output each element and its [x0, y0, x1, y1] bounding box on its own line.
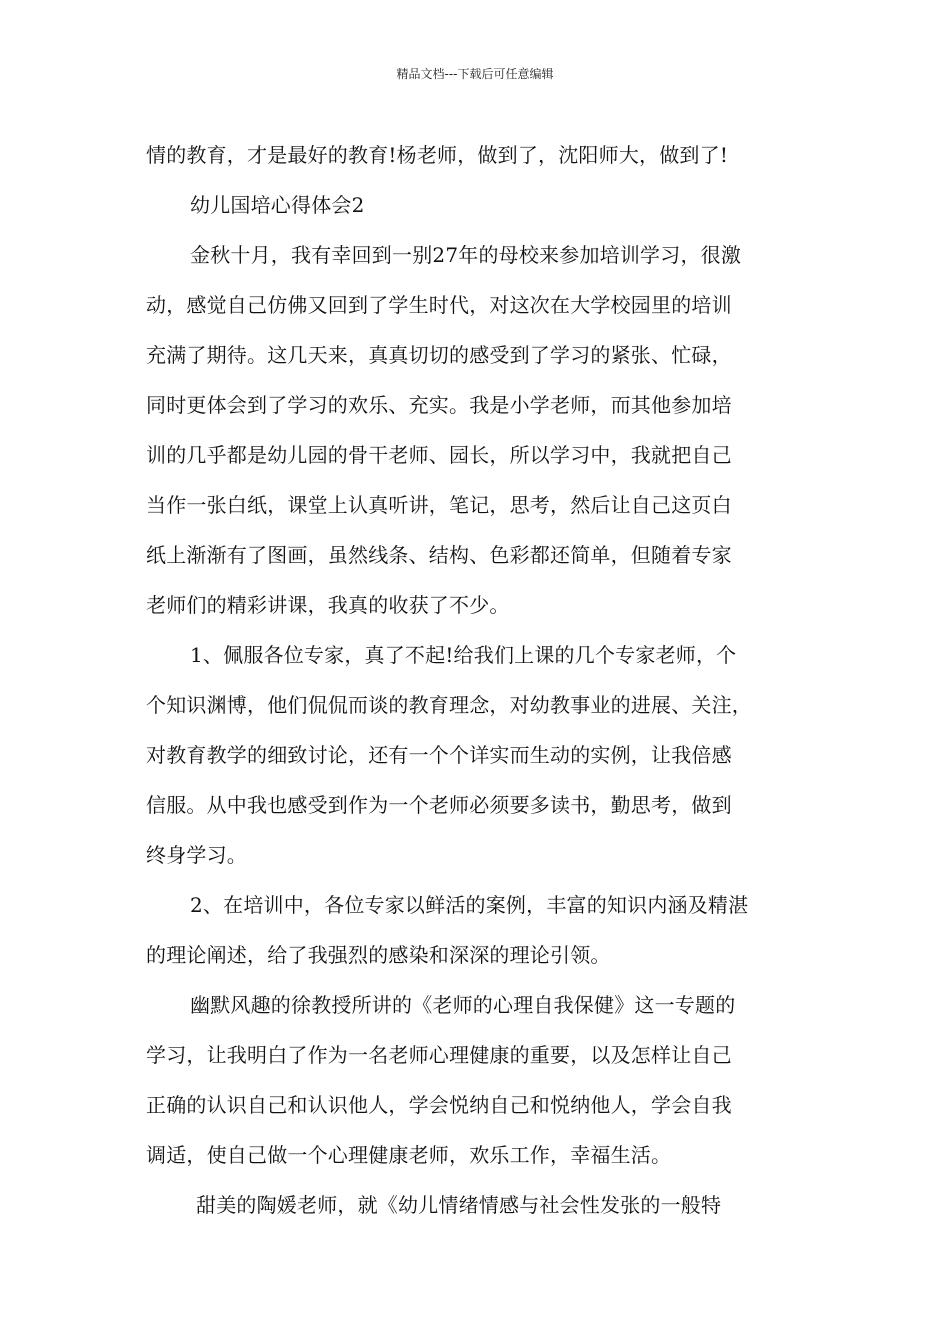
- text-line: 纸上渐渐有了图画，虽然线条、结构、色彩都还简单，但随着专家: [146, 543, 732, 567]
- text-line: 个知识渊博，他们侃侃而谈的教育理念，对幼教事业的进展、关注，: [146, 693, 752, 717]
- text-line: 信服。从中我也感受到作为一个老师必须要多读书，勤思考，做到: [146, 793, 732, 817]
- text-line: 同时更体会到了学习的欢乐、充实。我是小学老师，而其他参加培: [146, 393, 732, 417]
- text-line: 的理论阐述，给了我强烈的感染和深深的理论引领。: [146, 943, 611, 967]
- text-line: 充满了期待。这几天来，真真切切的感受到了学习的紧张、忙碌，: [146, 343, 732, 367]
- section-heading: 幼儿国培心得体会2: [190, 193, 365, 217]
- text-line: 1、佩服各位专家，真了不起!给我们上课的几个专家老师，个: [190, 643, 737, 667]
- text-line: 终身学习。: [146, 843, 247, 867]
- document-body: [146, 130, 811, 1230]
- text-line: 正确的认识自己和认识他人，学会悦纳自己和悦纳他人，学会自我: [146, 1093, 732, 1117]
- text-line: 当作一张白纸，课堂上认真听讲，笔记，思考，然后让自己这页白: [146, 493, 732, 517]
- text-line: 甜美的陶媛老师，就《幼儿情绪情感与社会性发张的一般特: [196, 1193, 722, 1217]
- text-line: 老师们的精彩讲课，我真的收获了不少。: [146, 593, 510, 617]
- text-line: 对教育教学的细致讨论，还有一个个详实而生动的实例，让我倍感: [146, 743, 732, 767]
- text-line: 学习，让我明白了作为一名老师心理健康的重要，以及怎样让自己: [146, 1043, 732, 1067]
- text-line: 幽默风趣的徐教授所讲的《老师的心理自我保健》这一专题的: [190, 993, 736, 1017]
- text-line: 动，感觉自己仿佛又回到了学生时代，对这次在大学校园里的培训: [146, 293, 732, 317]
- text-line: 训的几乎都是幼儿园的骨干老师、园长，所以学习中，我就把自己: [146, 443, 732, 467]
- text-line: 2、在培训中，各位专家以鲜活的案例，丰富的知识内涵及精湛: [190, 893, 749, 917]
- text-line: 调适，使自己做一个心理健康老师，欢乐工作，幸福生活。: [146, 1143, 672, 1167]
- text-line: 情的教育，才是最好的教育!杨老师，做到了，沈阳师大，做到了!: [146, 143, 729, 167]
- page-header: 精品文档---下载后可任意编辑: [396, 67, 554, 81]
- text-line: 金秋十月，我有幸回到一别27年的母校来参加培训学习，很激: [190, 243, 742, 267]
